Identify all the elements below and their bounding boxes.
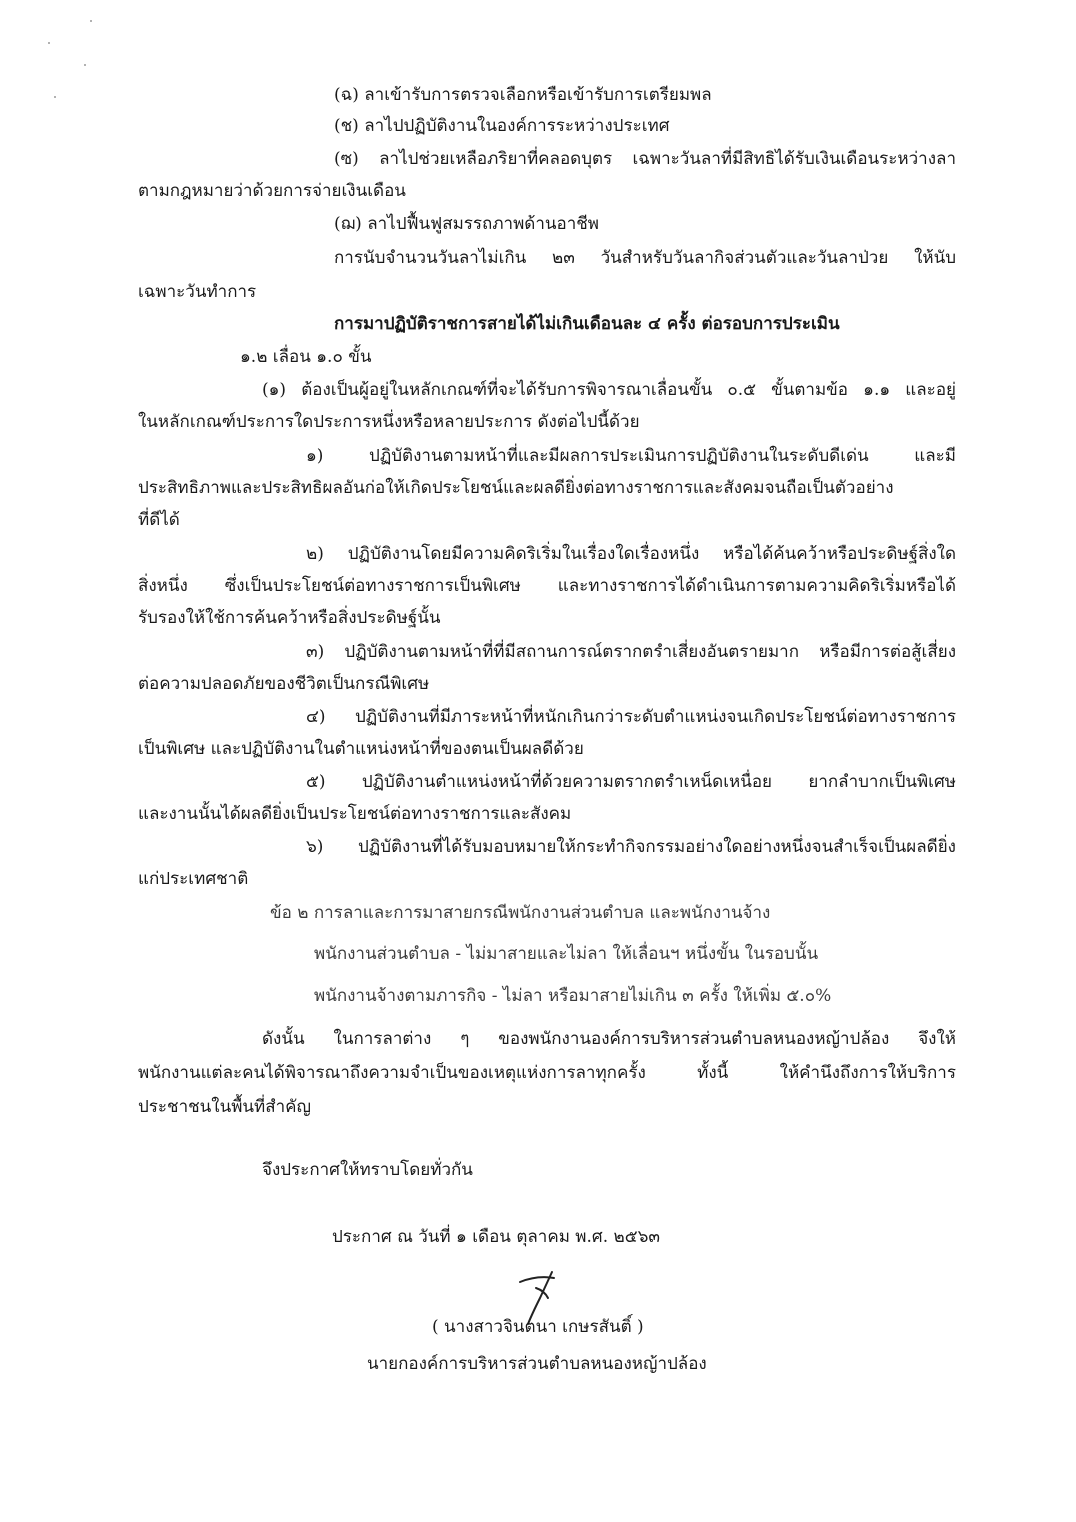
signer-title: นายกองค์การบริหารส่วนตำบลหนองหญ้าปล้อง [367,1354,707,1374]
item-2-line-2: สิ่งหนึ่ง ซึ่งเป็นประโยชน์ต่อทางราชการเป็นพิเศษ และทางราชการได้ดำเนินการตามความคิดริเริ่มหรือได้ [138,576,956,596]
leave-type-cho-choe: (ฌ) ลาไปฟื้นฟูสมรรถภาพด้านอาชีพ [334,214,599,234]
counting-line-1: การนับจำนวนวันลาไม่เกิน ๒๓ วันสำหรับวันลากิจส่วนตัวและวันลาป่วย ให้นับ [334,248,956,268]
scan-speck [54,96,56,98]
scan-speck [48,42,50,44]
item-3-line-1: ๓) ปฏิบัติงานตามหน้าที่ที่มีสถานการณ์ตรากตรำเสี่ยงอันตรายมาก หรือมีการต่อสู้เสี่ยง [306,642,956,662]
late-rule: การมาปฏิบัติราชการสายได้ไม่เกินเดือนละ ๔ ครั้ง ต่อรอบการประเมิน [334,314,840,334]
item-5-line-1: ๕) ปฏิบัติงานตำแหน่งหน้าที่ด้วยความตรากตรำเหน็ดเหนื่อย ยากลำบากเป็นพิเศษ [306,772,956,792]
item-6-line-2: แก่ประเทศชาติ [138,869,249,889]
announce-line: จึงประกาศให้ทราบโดยทั่วกัน [262,1160,473,1180]
leave-type-cha: (ช) ลาไปปฏิบัติงานในองค์การระหว่างประเทศ [334,116,670,136]
counting-line-2: เฉพาะวันทำการ [138,282,257,302]
conclusion-line-1: ดังนั้น ในการลาต่าง ๆ ของพนักงานองค์การบริหารส่วนตำบลหนองหญ้าปล้อง จึงให้ [262,1029,956,1049]
item-5-line-2: และงานนั้นได้ผลดียิ่งเป็นประโยชน์ต่อทางราชการและสังคม [138,804,572,824]
item-3-line-2: ต่อความปลอดภัยของชีวิตเป็นกรณีพิเศษ [138,674,430,694]
item-6-line-1: ๖) ปฏิบัติงานที่ได้รับมอบหมายให้กระทำกิจกรรมอย่างใดอย่างหนึ่งจนสำเร็จเป็นผลดียิ่ง [306,837,956,857]
signer-name: ( นางสาวจินตนา เกษรสันติ์ ) [432,1317,644,1337]
item-1-line-2: ประสิทธิภาพและประสิทธิผลอันก่อให้เกิดประโยชน์และผลดียิ่งต่อทางราชการและสังคมจนถือเป็นตัวอย่าง [138,478,894,498]
section-2-staff-rule: พนักงานส่วนตำบล - ไม่มาสายและไม่ลา ให้เลื่อนฯ หนึ่งขั้น ในรอบนั้น [314,944,819,964]
section-1-2-heading: ๑.๒ เลื่อน ๑.๐ ขั้น [240,347,372,367]
leave-type-so-line-2: ตามกฎหมายว่าด้วยการจ่ายเงินเดือน [138,181,406,201]
conclusion-line-2: พนักงานแต่ละคนได้พิจารณาถึงความจำเป็นของเหตุแห่งการลาทุกครั้ง ทั้งนี้ ให้คำนึงถึงการให้บริการ [138,1063,956,1083]
section-2-contract-rule: พนักงานจ้างตามภารกิจ - ไม่ลา หรือมาสายไม่เกิน ๓ ครั้ง ให้เพิ่ม ๕.๐% [314,986,832,1006]
scan-speck [84,64,86,66]
leave-type-so-line-1: (ซ) ลาไปช่วยเหลือภริยาที่คลอดบุตร เฉพาะวันลาที่มีสิทธิได้รับเงินเดือนระหว่างลา [334,149,956,169]
item-4-line-2: เป็นพิเศษ และปฏิบัติงานในตำแหน่งหน้าที่ของตนเป็นผลดีด้วย [138,739,584,759]
item-1-line-3: ที่ดีได้ [138,510,180,530]
item-1-line-1: ๑) ปฏิบัติงานตามหน้าที่และมีผลการประเมินการปฏิบัติงานในระดับดีเด่น และมี [306,446,956,466]
item-2-line-3: รับรองให้ใช้การค้นคว้าหรือสิ่งประดิษฐ์นั้น [138,608,441,628]
section-2-heading: ข้อ ๒ การลาและการมาสายกรณีพนักงานส่วนตำบล และพนักงานจ้าง [270,903,771,923]
criteria-line-1: (๑) ต้องเป็นผู้อยู่ในหลักเกณฑ์ที่จะได้รับการพิจารณาเลื่อนขั้น ๐.๕ ขั้นตามข้อ ๑.๑ และอยู่ [262,380,956,400]
leave-type-cho: (ฉ) ลาเข้ารับการตรวจเลือกหรือเข้ารับการเตรียมพล [334,85,712,105]
conclusion-line-3: ประชาชนในพื้นที่สำคัญ [138,1097,312,1117]
item-4-line-1: ๔) ปฏิบัติงานที่มีภาระหน้าที่หนักเกินกว่าระดับตำแหน่งจนเกิดประโยชน์ต่อทางราชการ [306,707,956,727]
item-2-line-1: ๒) ปฏิบัติงานโดยมีความคิดริเริ่มในเรื่องใดเรื่องหนึ่ง หรือได้ค้นคว้าหรือประดิษฐ์สิ่งใด [306,544,956,564]
criteria-line-2: ในหลักเกณฑ์ประการใดประการหนึ่งหรือหลายประการ ดังต่อไปนี้ด้วย [138,412,640,432]
date-line: ประกาศ ณ วันที่ ๑ เดือน ตุลาคม พ.ศ. ๒๕๖๓ [332,1227,660,1247]
scan-speck [90,20,92,22]
